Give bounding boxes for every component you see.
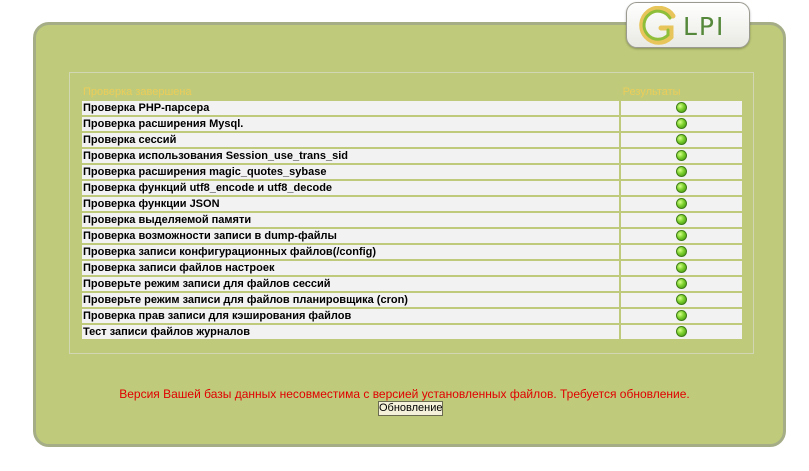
header-check: Проверка завершена xyxy=(83,86,192,98)
check-label: Проверка записи конфигурационных файлов(/config) xyxy=(82,245,621,259)
check-label: Проверка использования Session_use_trans_sid xyxy=(82,149,621,163)
check-label: Проверка PHP-парсера xyxy=(82,101,621,115)
check-result xyxy=(621,261,742,275)
check-label: Проверка расширения magic_quotes_sybase xyxy=(82,165,621,179)
check-label: Тест записи файлов журналов xyxy=(82,325,621,339)
green-dot-icon xyxy=(676,278,687,289)
green-dot-icon xyxy=(676,310,687,321)
check-result xyxy=(621,325,742,339)
table-row xyxy=(82,261,742,275)
check-result xyxy=(621,229,742,243)
glpi-logo xyxy=(626,2,750,48)
check-result xyxy=(621,293,742,307)
check-result xyxy=(621,149,742,163)
check-result xyxy=(621,165,742,179)
table-row xyxy=(82,181,742,195)
check-result xyxy=(621,117,742,131)
check-result xyxy=(621,197,742,211)
green-dot-icon xyxy=(676,326,687,337)
green-dot-icon xyxy=(676,118,687,129)
check-label: Проверьте режим записи для файлов сессий xyxy=(82,277,621,291)
table-row xyxy=(82,197,742,211)
green-dot-icon xyxy=(676,166,687,177)
table-row xyxy=(82,245,742,259)
table-header-row xyxy=(82,86,742,99)
check-result xyxy=(621,181,742,195)
check-label: Проверка прав записи для кэширования файлов xyxy=(82,309,621,323)
table-row xyxy=(82,117,742,131)
green-dot-icon xyxy=(676,134,687,145)
check-label: Проверка возможности записи в dump-файлы xyxy=(82,229,621,243)
green-dot-icon xyxy=(676,294,687,305)
table-row xyxy=(82,133,742,147)
check-result xyxy=(621,101,742,115)
check-label: Проверка функции JSON xyxy=(82,197,621,211)
green-dot-icon xyxy=(676,262,687,273)
check-result xyxy=(621,309,742,323)
table-row xyxy=(82,213,742,227)
table-row xyxy=(82,149,742,163)
table-row xyxy=(82,277,742,291)
table-row xyxy=(82,101,742,115)
check-label: Проверка функций utf8_encode и utf8_decode xyxy=(82,181,621,195)
table-row xyxy=(82,309,742,323)
header-results: Результаты xyxy=(622,86,681,98)
table-row xyxy=(82,229,742,243)
check-label: Проверка записи файлов настроек xyxy=(82,261,621,275)
check-result xyxy=(621,213,742,227)
green-dot-icon xyxy=(676,230,687,241)
check-label: Проверка выделяемой памяти xyxy=(82,213,621,227)
table-row xyxy=(82,293,742,307)
green-dot-icon xyxy=(676,214,687,225)
check-result xyxy=(621,245,742,259)
check-label: Проверка сессий xyxy=(82,133,621,147)
requirements-table xyxy=(82,84,742,341)
check-result xyxy=(621,133,742,147)
update-button[interactable]: Обновление xyxy=(379,402,443,414)
check-label: Проверка расширения Mysql. xyxy=(82,117,621,131)
green-dot-icon xyxy=(676,246,687,257)
check-label: Проверьте режим записи для файлов планировщика (cron) xyxy=(82,293,621,307)
version-error-message: Версия Вашей базы данных несовместима с версией установленных файлов. Требуется обновление. xyxy=(119,387,690,401)
green-dot-icon xyxy=(676,150,687,161)
glpi-g-icon xyxy=(637,6,683,46)
green-dot-icon xyxy=(676,102,687,113)
green-dot-icon xyxy=(676,198,687,209)
table-row xyxy=(82,165,742,179)
logo-text: LPI xyxy=(683,12,726,41)
table-row xyxy=(82,325,742,339)
check-result xyxy=(621,277,742,291)
green-dot-icon xyxy=(676,182,687,193)
